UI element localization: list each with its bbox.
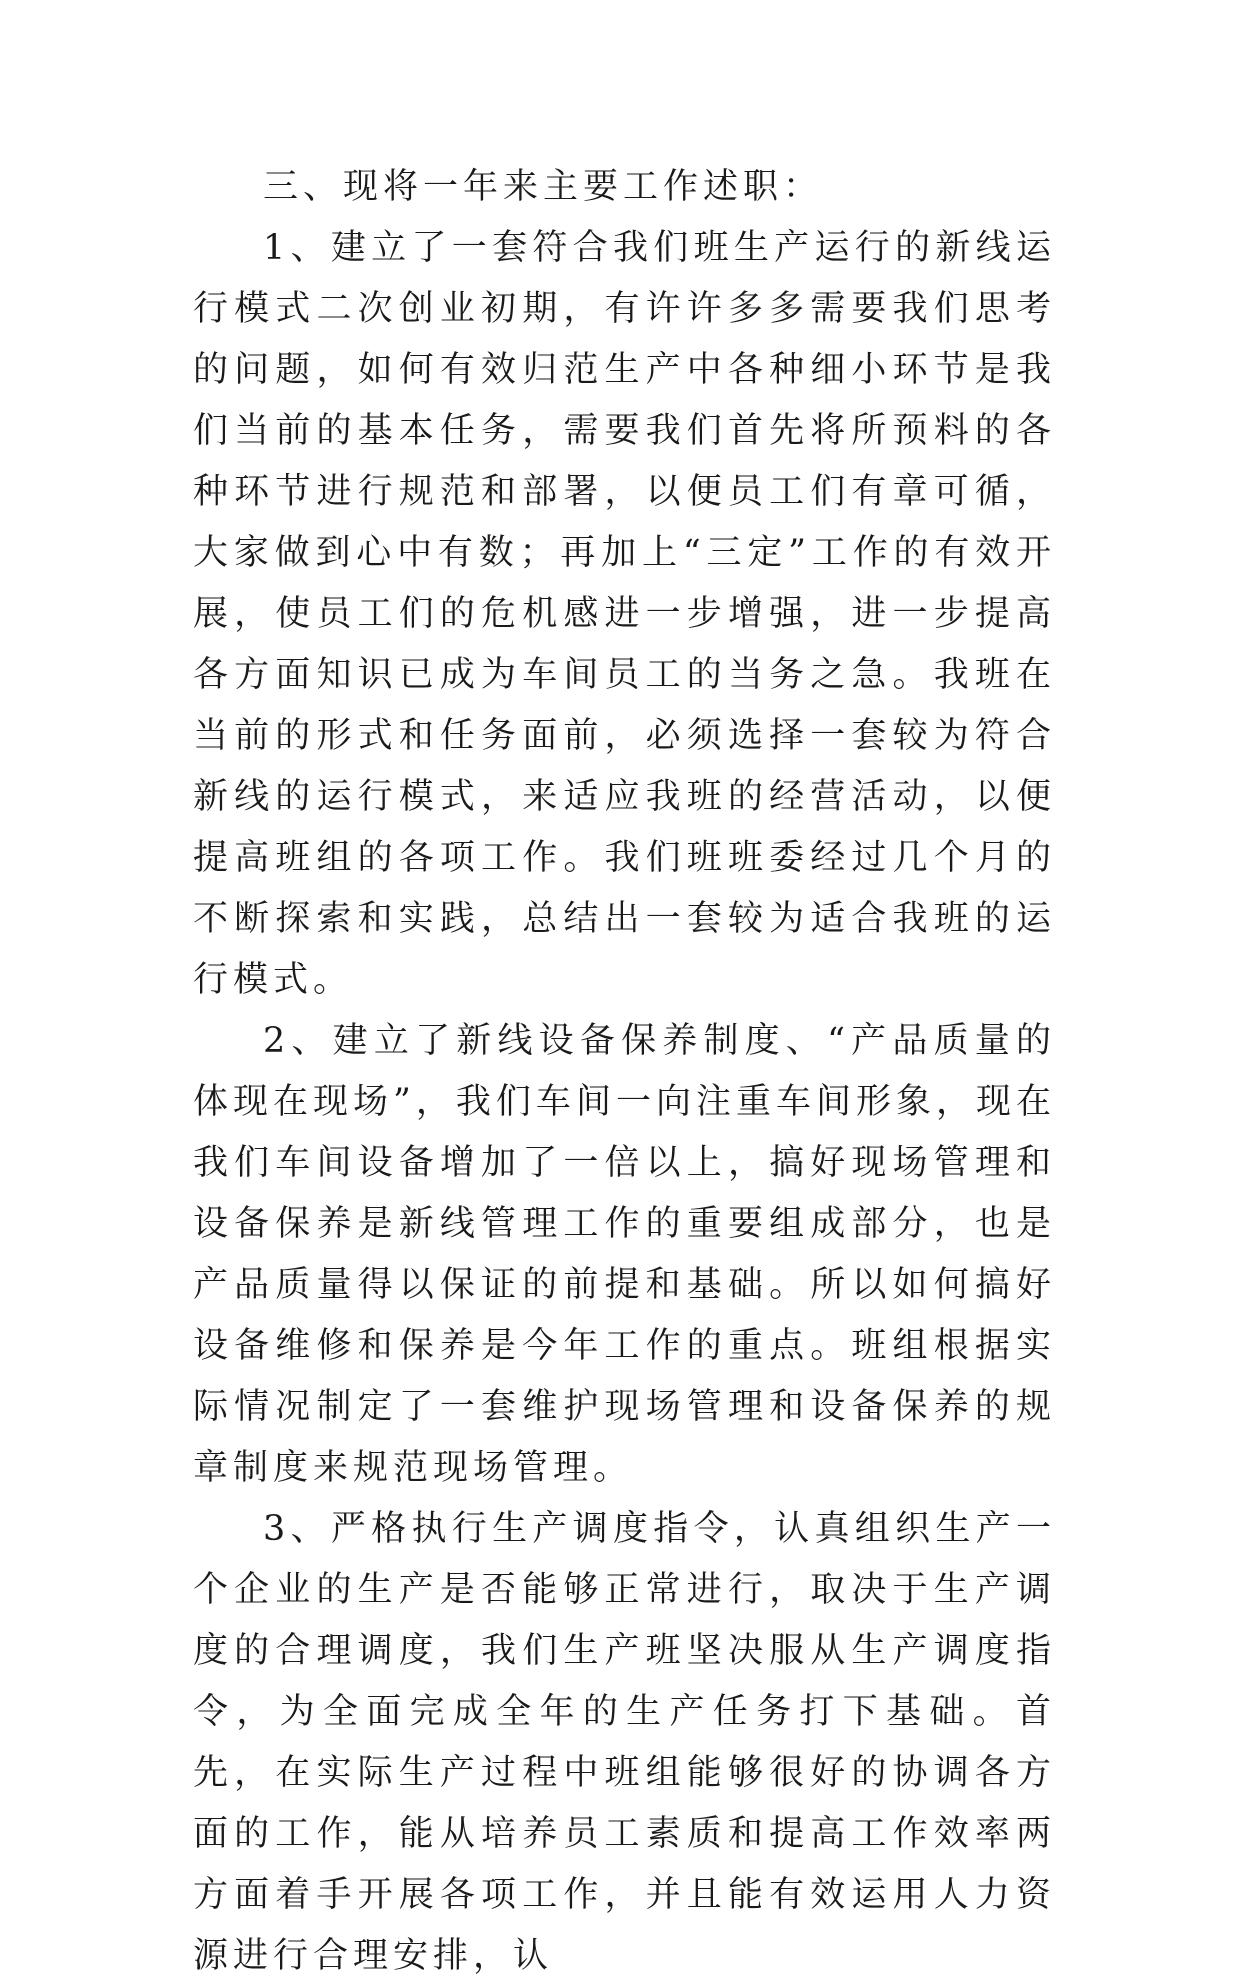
paragraph-item-2: 2、建立了新线设备保养制度、“产品质量的体现在现场”，我们车间一向注重车间形象，现在我们车间设备增加了一倍以上，搞好现场管理和设备保养是新线管理工作的重要组成部分，也是产品质量得以保证的前提和基础。所以如何搞好设备维修和保养是今年工作的重点。班组根据实际情况制定了一套维护现场管理和设备保养的规章制度来规范现场管理。 <box>193 1021 1056 1488</box>
paragraph-section-heading: 三、现将一年来主要工作述职： <box>263 167 824 207</box>
paragraph-item-3: 3、严格执行生产调度指令，认真组织生产一个企业的生产是否能够正常进行，取决于生产调度的合理调度，我们生产班坚决服从生产调度指令，为全面完成全年的生产任务打下基础。首先，在实际生产过程中班组能够很好的协调各方面的工作，能从培养员工素质和提高工作效率两方面着手开展各项工作，并且能有效运用人力资源进行合理安排，认 <box>193 1509 1056 1976</box>
paragraph-item-1: 1、建立了一套符合我们班生产运行的新线运行模式二次创业初期，有许许多多需要我们思考的问题，如何有效归范生产中各种细小环节是我们当前的基本任务，需要我们首先将所预料的各种环节进行规范和部署，以便员工们有章可循，大家做到心中有数；再加上“三定”工作的有效开展，使员工们的危机感进一步增强，进一步提高各方面知识已成为车间员工的当务之急。我班在当前的形式和任务面前，必须选择一套较为符合新线的运行模式，来适应我班的经营活动，以便提高班组的各项工作。我们班班委经过几个月的不断探索和实践，总结出一套较为适合我班的运行模式。 <box>193 228 1056 1000</box>
document-body <box>193 157 1056 1987</box>
